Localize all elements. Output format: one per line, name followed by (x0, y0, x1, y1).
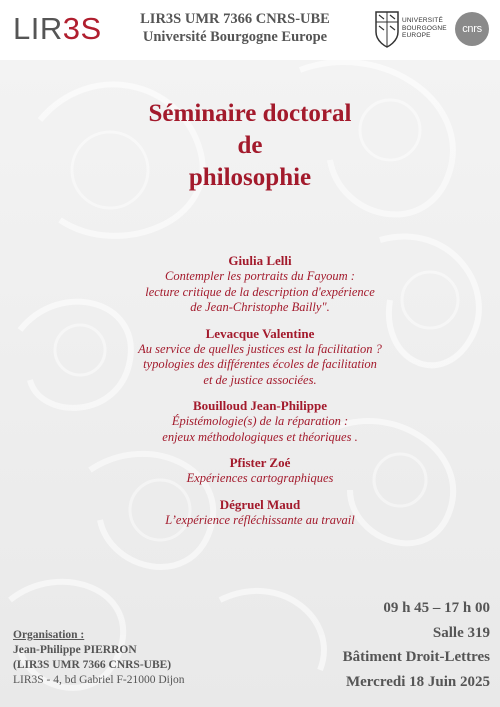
header-line-1: LIR3S UMR 7366 CNRS-UBE (140, 11, 330, 27)
event-details (343, 596, 490, 694)
speaker-item (60, 253, 460, 316)
title-line: Séminaire doctoral (148, 100, 352, 127)
speaker-name: Giulia Lelli (228, 253, 292, 268)
organiser-name: Jean-Philippe PIERRON (13, 644, 137, 656)
cnrs-logo: cnrs (455, 12, 489, 46)
talk-title: Au service de quelles justices est la facilitation ? typologies des différentes écoles de facilitation et de justice associées. (138, 341, 382, 387)
header-line-2: Université Bourgogne Europe (142, 29, 328, 45)
speaker-name: Dégruel Maud (219, 496, 301, 512)
ube-logo-text: UNIVERSITÉ BOURGOGNE EUROPE (402, 17, 447, 39)
event-time: 09 h 45 – 17 h 00 (383, 600, 490, 616)
title-line: philosophie (188, 164, 312, 191)
speaker-item (60, 497, 460, 529)
speaker-item (60, 398, 460, 445)
talk-title: Expériences cartographiques (186, 471, 334, 485)
speaker-name: Levacque Valentine (205, 325, 315, 341)
event-building: Bâtiment Droit-Lettres (342, 649, 490, 665)
speaker-name: Pfister Zoé (229, 455, 291, 470)
speaker-item (60, 455, 460, 487)
header-institution (120, 10, 350, 46)
organisation-label: Organisation : (13, 629, 85, 641)
organiser-lab: (LIR3S UMR 7366 CNRS-UBE) (13, 659, 172, 671)
title-line: de (237, 132, 263, 159)
talk-title: Épistémologie(s) de la réparation : enjeux méthodologiques et théoriques . (162, 414, 358, 444)
speaker-item (60, 326, 460, 389)
speaker-list (60, 253, 460, 538)
event-room: Salle 319 (432, 624, 490, 641)
talk-title: Contempler les portraits du Fayoum : lecture critique de la description d'expérience de Jean-Christophe Bailly". (145, 269, 375, 314)
organiser-address: LIR3S - 4, bd Gabriel F-21000 Dijon (13, 674, 185, 686)
event-date: Mercredi 18 Juin 2025 (345, 673, 490, 690)
header-band (0, 0, 500, 60)
page-title (0, 98, 500, 194)
lir3s-logo: LIR3S (13, 11, 102, 46)
organisation-block (13, 628, 185, 688)
talk-title: L’expérience réfléchissante au travail (165, 512, 355, 527)
speaker-name: Bouilloud Jean-Philippe (192, 398, 327, 413)
